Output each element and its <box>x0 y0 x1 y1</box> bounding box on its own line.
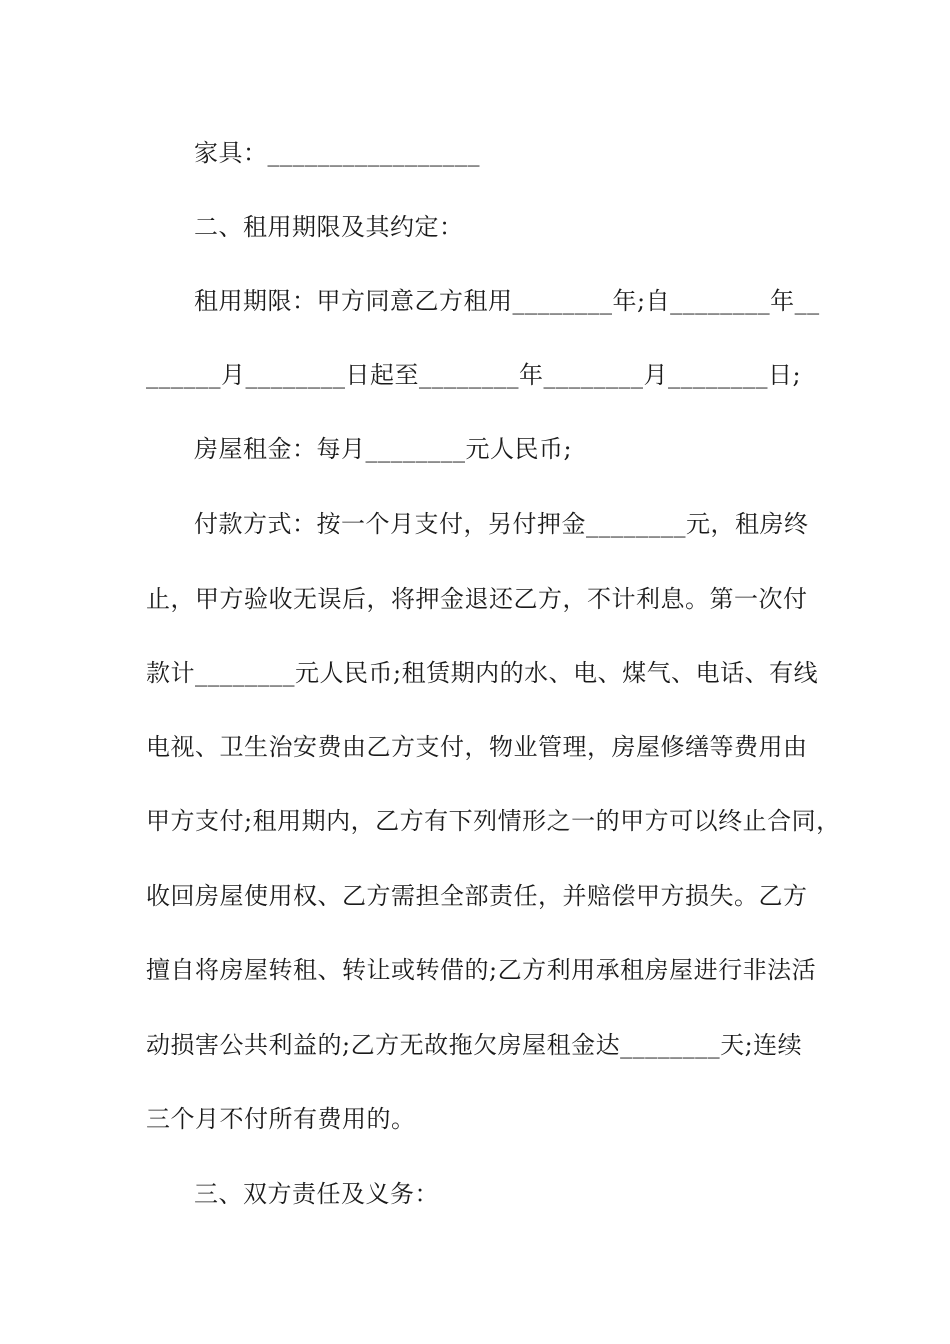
furniture-line: 家具：_________________ <box>194 139 480 167</box>
payment-paragraph-line: 款计________元人民币;租赁期内的水、电、煤气、电话、有线 <box>146 659 819 687</box>
payment-paragraph-line: 止，甲方验收无误后，将押金退还乙方，不计利息。第一次付 <box>146 585 808 613</box>
rent-line: 房屋租金：每月________元人民币; <box>194 435 573 463</box>
payment-paragraph-line: 动损害公共利益的;乙方无故拖欠房屋租金达________天;连续 <box>146 1031 803 1059</box>
payment-paragraph-line: 擅自将房屋转租、转让或转借的;乙方利用承租房屋进行非法活 <box>146 956 817 984</box>
payment-method-line: 付款方式：按一个月支付，另付押金________元，租房终 <box>194 510 809 538</box>
payment-paragraph-line: 电视、卫生治安费由乙方支付，物业管理，房屋修缮等费用由 <box>146 733 808 761</box>
section-three-heading: 三、双方责任及义务： <box>194 1180 439 1208</box>
payment-paragraph-line: 收回房屋使用权、乙方需担全部责任，并赔偿甲方损失。乙方 <box>146 882 808 910</box>
payment-paragraph-line: 甲方支付;租用期内，乙方有下列情形之一的甲方可以终止合同， <box>146 807 841 835</box>
section-two-heading: 二、租用期限及其约定： <box>194 213 464 241</box>
payment-paragraph-line: 三个月不付所有费用的。 <box>146 1105 416 1133</box>
lease-term-line: 租用期限：甲方同意乙方租用________年;自________年__ <box>194 287 820 315</box>
lease-term-line-cont: ______月________日起至________年________月________日; <box>146 361 802 389</box>
